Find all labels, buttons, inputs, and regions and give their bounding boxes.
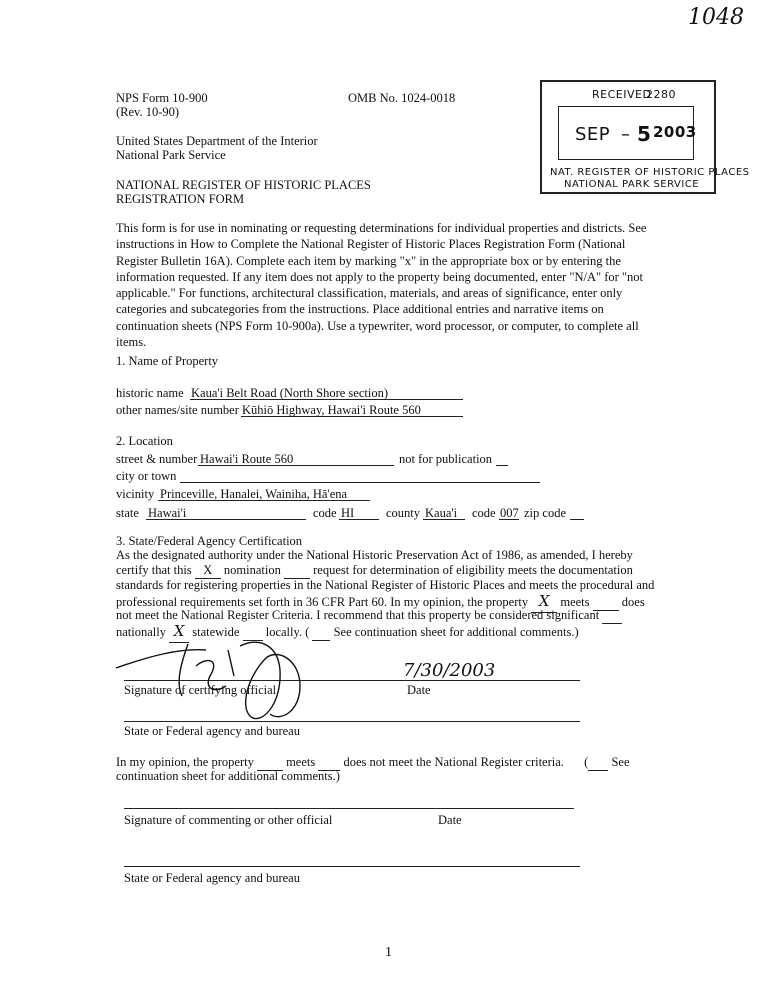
comment-agency-line [124, 866, 580, 867]
form-number: NPS Form 10-900 [116, 91, 208, 105]
service-name: National Park Service [116, 148, 226, 162]
form-subtitle: REGISTRATION FORM [116, 192, 245, 206]
section-3-heading: 3. State/Federal Agency Certification [116, 534, 303, 548]
stamp-date-box [558, 106, 697, 160]
county-value[interactable]: Kaua'i [425, 506, 458, 520]
page-number: 1 [385, 945, 392, 960]
cert-line-3: standards for registering properties in the National Register of Historic Places and meets the procedural and [116, 578, 655, 592]
comment-date-label: Date [438, 813, 462, 827]
historic-name-value[interactable]: Kaua'i Belt Road (North Shore section) [191, 386, 388, 400]
comment-continuation-checkbox[interactable] [588, 754, 608, 771]
intro-line: This form is for use in nominating or requesting determinations for individual properties and districts. See [116, 221, 647, 235]
intro-line: information requested. If any item does not apply to the property being documented, enter "N/A" for "not [116, 269, 643, 284]
signature-date-label: Date [407, 683, 431, 697]
city-label: city or town [116, 469, 177, 483]
signature-line [124, 680, 580, 681]
state-label: state [116, 506, 139, 520]
comment-signature-line [124, 808, 574, 809]
cert-text: request for determination of eligibility meets the documentation [313, 563, 633, 577]
cert-text: statewide [192, 625, 240, 639]
cert-line-1: As the designated authority under the National Historic Preservation Act of 1986, as amended, I hereby [116, 548, 633, 562]
not-for-publication-label: not for publication [399, 452, 493, 466]
county-label: county [386, 506, 421, 520]
stamp-date-day: 5 [637, 122, 652, 146]
stamp-footer-service: NATIONAL PARK SERVICE [564, 179, 700, 190]
cert-text: professional requirements set forth in 36 CFR Part 60. In my opinion, the property [116, 595, 529, 609]
cert-text: meets [560, 595, 590, 609]
stamp-date-dash: – [621, 124, 631, 145]
state-code-label: code [313, 506, 337, 520]
stamp-footer-registry: NAT. REGISTER OF HISTORIC PLACES [550, 167, 750, 178]
certification-date-value[interactable]: 7/30/2003 [403, 660, 496, 681]
intro-line: instructions in How to Complete the National Register of Historic Places Registration Form (National [116, 237, 626, 252]
historic-name-label: historic name [116, 386, 184, 400]
handwritten-page-mark: 1048 [688, 5, 744, 30]
zip-code-label: zip code [524, 506, 566, 520]
cert-text: nomination [223, 563, 281, 577]
comment-text: meets [286, 755, 316, 769]
received-stamp [540, 80, 750, 194]
form-title: NATIONAL REGISTER OF HISTORIC PLACES [116, 178, 371, 192]
vicinity-label: vicinity [116, 487, 155, 501]
county-code-label: code [472, 506, 496, 520]
street-value[interactable]: Hawai'i Route 560 [200, 452, 294, 466]
city-line [180, 482, 540, 483]
vicinity-value[interactable]: Princeville, Hanalei, Wainiha, Hā'ena [160, 487, 348, 501]
state-code-value[interactable]: HI [341, 506, 355, 520]
cert-text: See continuation sheet for additional comments.) [333, 625, 579, 639]
cert-text: certify that this [116, 563, 192, 577]
agency-label: State or Federal agency and bureau [124, 724, 300, 738]
comment-agency-label: State or Federal agency and bureau [124, 871, 300, 885]
comment-signature-label: Signature of commenting or other official [124, 813, 333, 827]
section-2-heading: 2. Location [116, 434, 173, 448]
stamp-date-year: 2003 [653, 123, 697, 141]
state-value[interactable]: Hawai'i [148, 506, 187, 520]
cert-text: nationally [116, 625, 166, 639]
meets-mark: X [538, 592, 550, 610]
cert-text: locally. ( [265, 625, 310, 639]
significance-blank[interactable] [602, 607, 622, 624]
intro-line: items. [116, 334, 147, 349]
intro-line: applicable." For functions, architectural classification, materials, and areas of significance, enter only [116, 286, 623, 300]
stamp-date-month: SEP [575, 124, 611, 145]
comment-line-2: continuation sheet for additional comments.) [116, 769, 340, 783]
intro-line: continuation sheets (NPS Form 10-900a). Use a typewriter, word processor, or computer, to complete all [116, 318, 639, 333]
stamp-received-label: RECEIVED [592, 88, 652, 101]
department-name: United States Department of the Interior [116, 134, 318, 148]
intro-line: categories and subcategories from the instructions. Place additional entries and narrative items on [116, 302, 604, 317]
cert-text: not meet the National Register Criteria. I recommend that this property be considered significant [116, 608, 600, 622]
comment-text: ( [584, 755, 589, 769]
certifying-signature-drawing [110, 636, 330, 726]
statewide-mark: X [173, 622, 185, 640]
form-revision: (Rev. 10-90) [116, 105, 180, 119]
omb-number: OMB No. 1024-0018 [348, 91, 456, 105]
agency-line [124, 721, 580, 722]
comment-text: See [611, 755, 630, 769]
county-code-value[interactable]: 007 [500, 506, 519, 520]
street-label: street & number [116, 452, 198, 466]
cert-text: does [621, 595, 645, 609]
signature-label: Signature of certifying official [124, 683, 277, 697]
section-1-heading: 1. Name of Property [116, 354, 219, 368]
comment-text: In my opinion, the property [116, 755, 254, 769]
intro-line: Register Bulletin 16A). Complete each item by marking "x" in the appropriate box or by entering the [116, 253, 621, 268]
nomination-mark: X [203, 563, 213, 577]
not-for-publication-line [496, 465, 508, 466]
stamp-received-number: 2280 [646, 88, 676, 101]
zip-code-line [570, 519, 584, 520]
comment-text: does not meet the National Register criteria. [343, 755, 564, 769]
other-names-value[interactable]: Kūhiō Highway, Hawai'i Route 560 [242, 403, 421, 417]
other-names-label: other names/site number [116, 403, 239, 417]
intro-paragraph [116, 220, 676, 350]
